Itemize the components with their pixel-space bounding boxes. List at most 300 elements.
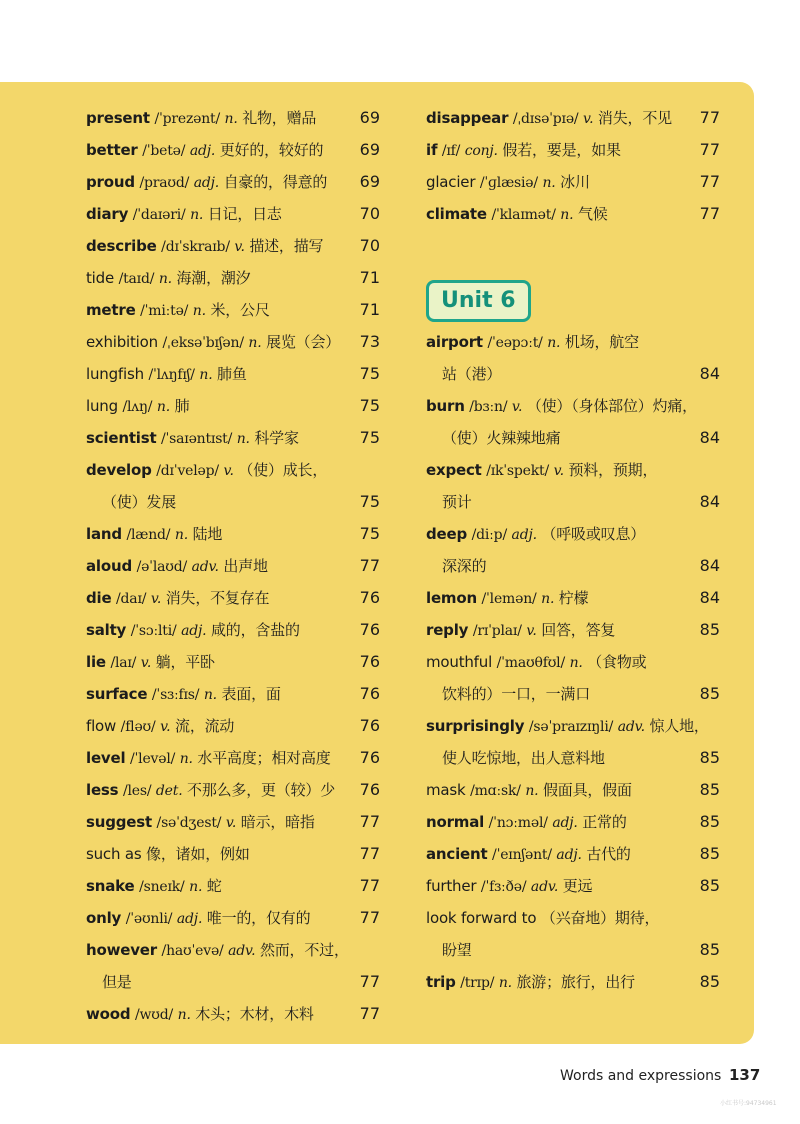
part-of-speech: v. <box>511 399 523 415</box>
definition: 消失，不复存在 <box>165 589 270 607</box>
definition: 机场，航空 <box>564 333 639 351</box>
phonetic: /ˈnɔːməl/ <box>488 815 548 831</box>
entry-text <box>426 390 697 423</box>
vocab-entry-continuation <box>426 358 720 390</box>
entry-text <box>86 454 327 487</box>
definition: 盼望 <box>442 941 472 959</box>
headword: land <box>86 525 122 543</box>
part-of-speech: adj. <box>176 911 203 927</box>
part-of-speech: v. <box>553 463 564 479</box>
headword: airport <box>426 333 483 351</box>
part-of-speech: n. <box>190 207 204 223</box>
entry-text <box>86 422 299 455</box>
page-reference: 85 <box>699 748 720 767</box>
definition: 流，流动 <box>175 717 235 735</box>
part-of-speech: n. <box>189 879 203 895</box>
page-reference: 75 <box>359 428 380 447</box>
headword: better <box>86 141 138 159</box>
entry-text <box>426 646 646 679</box>
entry-text <box>86 998 314 1031</box>
entry-text <box>426 454 657 487</box>
page-number: 137 <box>729 1066 761 1084</box>
page-reference: 76 <box>359 620 380 639</box>
definition: 描述，描写 <box>249 237 324 255</box>
entry-text <box>426 838 631 871</box>
phonetic: /trɪp/ <box>460 975 495 991</box>
phonetic: /haʊˈevə/ <box>161 943 224 959</box>
phonetic: /ˈprezənt/ <box>154 111 220 127</box>
headword: climate <box>426 205 487 223</box>
headword: reply <box>426 621 469 639</box>
definition: 然而，不过， <box>259 941 349 959</box>
headword: develop <box>86 461 152 479</box>
definition: 预料，预期， <box>568 461 658 479</box>
entry-text <box>426 102 672 135</box>
definition: （使）火辣辣地痛 <box>442 429 561 447</box>
page-reference: 77 <box>699 172 720 191</box>
headword: deep <box>426 525 468 543</box>
part-of-speech: n. <box>248 335 262 351</box>
phonetic: /ˌdɪsəˈpɪə/ <box>512 111 579 127</box>
vocab-entry <box>426 966 720 998</box>
page-reference: 84 <box>699 588 720 607</box>
part-of-speech: n. <box>224 111 238 127</box>
part-of-speech: n. <box>541 591 555 607</box>
entry-text <box>86 806 315 839</box>
part-of-speech: n. <box>179 751 193 767</box>
headword: proud <box>86 173 135 191</box>
vocab-entry-continuation <box>426 742 720 774</box>
vocab-entry <box>86 422 380 454</box>
headword: die <box>86 589 112 607</box>
headword: present <box>86 109 150 127</box>
entry-text <box>442 486 472 518</box>
phonetic: /ˈfɜːðə/ <box>480 879 527 895</box>
vocab-entry-continuation <box>86 486 380 518</box>
phonetic: /praʊd/ <box>139 175 190 191</box>
part-of-speech: n. <box>192 303 206 319</box>
part-of-speech: n. <box>199 367 213 383</box>
vocab-entry <box>86 454 380 486</box>
vocab-entry <box>86 806 380 838</box>
definition: 柠檬 <box>558 589 589 607</box>
page-reference: 69 <box>359 108 380 127</box>
page-reference: 85 <box>699 780 720 799</box>
vocab-entry <box>426 390 720 422</box>
vocab-entry <box>426 870 720 902</box>
unit-heading: Unit 6 <box>426 280 531 322</box>
part-of-speech: adj. <box>552 815 578 831</box>
definition: （使）（身体部位）灼痛， <box>526 397 697 415</box>
page-reference: 85 <box>699 812 720 831</box>
definition: 消失，不见 <box>597 109 672 127</box>
entry-text <box>86 902 310 935</box>
vocab-entry <box>86 518 380 550</box>
headword: less <box>86 781 119 799</box>
page-reference: 76 <box>359 588 380 607</box>
entry-text <box>86 230 323 263</box>
headword: exhibition <box>86 333 158 351</box>
headword: mouthful <box>426 653 493 671</box>
part-of-speech: v. <box>150 591 162 607</box>
phonetic: /sneɪk/ <box>139 879 185 895</box>
unit6-vocabulary-list <box>426 326 720 998</box>
vocab-entry <box>86 262 380 294</box>
definition: 旅游；旅行，出行 <box>516 973 635 991</box>
page-reference: 77 <box>359 876 380 895</box>
vocab-entry <box>86 326 380 358</box>
headword: ancient <box>426 845 488 863</box>
vocab-entry <box>86 710 380 742</box>
entry-text <box>86 742 331 775</box>
definition: 蛇 <box>206 877 222 895</box>
page-reference: 77 <box>359 908 380 927</box>
entry-text <box>426 326 639 359</box>
entry-text <box>426 518 645 551</box>
part-of-speech: n. <box>174 527 188 543</box>
definition: 科学家 <box>254 429 299 447</box>
definition: 海潮，潮汐 <box>176 269 251 287</box>
headword: disappear <box>426 109 509 127</box>
entry-text <box>442 422 560 454</box>
part-of-speech: v. <box>140 655 152 671</box>
part-of-speech: n. <box>203 687 217 703</box>
part-of-speech: adj. <box>189 143 216 159</box>
part-of-speech: n. <box>158 271 172 287</box>
definition: 饮料的）一口，一满口 <box>442 685 591 703</box>
watermark: 小红书号:94734961 <box>720 1100 777 1107</box>
entry-text <box>102 966 132 998</box>
entry-text <box>86 678 281 711</box>
vocab-entry-continuation <box>426 550 720 582</box>
phonetic: /ˈlʌŋfɪʃ/ <box>148 367 195 383</box>
headword: mask <box>426 781 466 799</box>
part-of-speech: adv. <box>617 719 645 735</box>
vocab-entry <box>86 582 380 614</box>
phonetic: /ˈɡlæsiə/ <box>479 175 538 191</box>
vocab-entry <box>86 934 380 966</box>
part-of-speech: n. <box>498 975 512 991</box>
page-reference: 71 <box>359 300 380 319</box>
definition: 假面具，假面 <box>542 781 632 799</box>
phonetic: /lænd/ <box>126 527 171 543</box>
entry-text <box>426 582 588 615</box>
phonetic: /ˈsaɪəntɪst/ <box>161 431 233 447</box>
entry-text <box>86 550 268 583</box>
vocab-entry <box>86 134 380 166</box>
entry-text <box>86 166 327 199</box>
entry-text <box>86 774 335 807</box>
definition: 肺 <box>174 397 190 415</box>
part-of-speech: adv. <box>191 559 219 575</box>
phonetic: /dɪˈveləp/ <box>156 463 219 479</box>
phonetic: /ˈlemən/ <box>481 591 537 607</box>
vocab-entry <box>426 518 720 550</box>
definition: （呼吸或叹息） <box>541 525 646 543</box>
definition: 深深的 <box>442 557 487 575</box>
phonetic: /ˈeəpɔːt/ <box>487 335 543 351</box>
entry-text <box>86 390 189 423</box>
entry-text <box>86 294 270 327</box>
page-reference: 77 <box>359 556 380 575</box>
headword: snake <box>86 877 135 895</box>
headword: surprisingly <box>426 717 525 735</box>
vocab-entry <box>86 198 380 230</box>
entry-text <box>86 710 234 743</box>
vocab-entry <box>86 646 380 678</box>
entry-text <box>426 710 709 743</box>
page-reference: 76 <box>359 780 380 799</box>
entry-text <box>426 134 621 167</box>
phonetic: /ˈmaʊθfʊl/ <box>496 655 565 671</box>
part-of-speech: n. <box>236 431 250 447</box>
definition: 米，公尺 <box>210 301 270 319</box>
phonetic: /les/ <box>122 783 152 799</box>
headword: however <box>86 941 157 959</box>
headword: lie <box>86 653 106 671</box>
vocab-entry <box>426 326 720 358</box>
phonetic: /ˈəʊnli/ <box>125 911 173 927</box>
definition: 预计 <box>442 493 472 511</box>
headword: look forward to <box>426 909 537 927</box>
page-reference: 85 <box>699 972 720 991</box>
definition: 礼物，赠品 <box>242 109 317 127</box>
definition: 站（港） <box>442 365 502 383</box>
phonetic: /mɑːsk/ <box>470 783 521 799</box>
part-of-speech: v. <box>223 463 234 479</box>
page-reference: 84 <box>699 428 720 447</box>
definition: （兴奋地）期待， <box>540 909 660 927</box>
vocab-entry-continuation <box>426 422 720 454</box>
definition: 正常的 <box>582 813 627 831</box>
part-of-speech: n. <box>547 335 561 351</box>
entry-text <box>442 934 472 966</box>
part-of-speech: conj. <box>464 143 498 159</box>
entry-text <box>426 870 592 903</box>
entry-text <box>442 678 590 710</box>
headword: wood <box>86 1005 131 1023</box>
definition: 更好的，较好的 <box>219 141 324 159</box>
definition: 水平高度；相对高度 <box>197 749 331 767</box>
vocab-entry <box>426 646 720 678</box>
page-reference: 77 <box>699 108 720 127</box>
vocab-entry <box>426 838 720 870</box>
page-reference: 77 <box>699 204 720 223</box>
entry-text <box>442 742 605 774</box>
headword: tide <box>86 269 114 287</box>
definition: 陆地 <box>192 525 223 543</box>
page-reference: 85 <box>699 940 720 959</box>
part-of-speech: adv. <box>530 879 559 895</box>
entry-text <box>86 870 222 903</box>
headword: lung <box>86 397 118 415</box>
vocab-entry <box>86 998 380 1030</box>
definition: 出声地 <box>223 557 268 575</box>
page-reference: 76 <box>359 716 380 735</box>
definition: 假若，要是，如果 <box>502 141 621 159</box>
page-reference: 73 <box>359 332 380 351</box>
entry-text <box>86 262 250 295</box>
definition: 木头；木材，木料 <box>195 1005 314 1023</box>
vocab-entry <box>426 102 720 134</box>
entry-text <box>426 166 590 199</box>
phonetic: /wʊd/ <box>134 1007 174 1023</box>
definition: 像，诸如，例如 <box>146 845 250 863</box>
definition: 惊人地， <box>649 717 709 735</box>
vocab-entry <box>86 742 380 774</box>
left-vocabulary-column <box>86 102 380 1030</box>
headword: expect <box>426 461 482 479</box>
vocab-entry <box>426 710 720 742</box>
part-of-speech: v. <box>160 719 171 735</box>
page-reference: 70 <box>359 204 380 223</box>
part-of-speech: n. <box>177 1007 191 1023</box>
vocab-entry <box>426 166 720 198</box>
vocab-entry <box>86 390 380 422</box>
phonetic: /daɪ/ <box>116 591 147 607</box>
definition: （食物或 <box>587 653 647 671</box>
headword: flow <box>86 717 117 735</box>
vocab-entry <box>426 454 720 486</box>
entry-text <box>86 646 215 679</box>
vocab-entry-continuation <box>86 966 380 998</box>
page-reference: 76 <box>359 652 380 671</box>
phonetic: /bɜːn/ <box>469 399 508 415</box>
definition: 但是 <box>102 973 132 991</box>
definition: 躺，平卧 <box>155 653 215 671</box>
entry-text <box>86 198 282 231</box>
headword: describe <box>86 237 157 255</box>
vocab-entry <box>86 870 380 902</box>
phonetic: /səˈdʒest/ <box>156 815 222 831</box>
definition: 表面，面 <box>221 685 281 703</box>
vocab-entry <box>86 678 380 710</box>
headword: level <box>86 749 126 767</box>
phonetic: /əˈlaʊd/ <box>136 559 188 575</box>
page-reference: 77 <box>359 1004 380 1023</box>
headword: surface <box>86 685 148 703</box>
part-of-speech: v. <box>234 239 245 255</box>
headword: only <box>86 909 122 927</box>
part-of-speech: adj. <box>556 847 582 863</box>
page-reference: 84 <box>699 492 720 511</box>
phonetic: /ˈbetə/ <box>142 143 186 159</box>
part-of-speech: n. <box>156 399 170 415</box>
headword: suggest <box>86 813 152 831</box>
headword: lungfish <box>86 365 144 383</box>
part-of-speech: v. <box>583 111 594 127</box>
headword: salty <box>86 621 127 639</box>
headword: aloud <box>86 557 132 575</box>
phonetic: /ɪf/ <box>441 143 461 159</box>
definition: 唯一的，仅有的 <box>206 909 311 927</box>
headword: diary <box>86 205 129 223</box>
definition: 日记，日志 <box>207 205 282 223</box>
page-reference: 77 <box>359 972 380 991</box>
definition: 自豪的，得意的 <box>223 173 328 191</box>
vocab-entry-continuation <box>426 486 720 518</box>
entry-text <box>86 326 340 359</box>
vocab-entry <box>426 134 720 166</box>
definition: （使）发展 <box>102 493 177 511</box>
page-reference: 75 <box>359 364 380 383</box>
page-reference: 76 <box>359 684 380 703</box>
page-reference: 69 <box>359 172 380 191</box>
definition: 不那么多，更（较）少 <box>187 781 336 799</box>
entry-text <box>426 902 659 934</box>
phonetic: /taɪd/ <box>118 271 155 287</box>
page-reference: 70 <box>359 236 380 255</box>
headword: metre <box>86 301 136 319</box>
page-reference: 84 <box>699 364 720 383</box>
page-reference: 75 <box>359 396 380 415</box>
phonetic: /ˈsɔːlti/ <box>130 623 177 639</box>
part-of-speech: n. <box>569 655 583 671</box>
definition: 古代的 <box>586 845 631 863</box>
phonetic: /dɪˈskraɪb/ <box>161 239 230 255</box>
definition: 气候 <box>577 205 608 223</box>
vocab-entry <box>86 294 380 326</box>
definition: 肺鱼 <box>217 365 247 383</box>
part-of-speech: adv. <box>228 943 256 959</box>
definition: 冰川 <box>560 173 590 191</box>
headword: lemon <box>426 589 477 607</box>
entry-text <box>86 582 269 615</box>
vocab-entry-continuation <box>426 934 720 966</box>
right-vocabulary-column-top <box>426 102 720 230</box>
phonetic: /lʌŋ/ <box>122 399 153 415</box>
vocab-entry <box>86 838 380 870</box>
vocab-entry <box>426 582 720 614</box>
phonetic: /ˈklaɪmət/ <box>491 207 556 223</box>
definition: 更远 <box>562 877 593 895</box>
vocab-entry <box>426 614 720 646</box>
vocab-entry-continuation <box>426 678 720 710</box>
part-of-speech: det. <box>155 783 183 799</box>
vocab-entry <box>86 774 380 806</box>
vocab-entry <box>426 902 720 934</box>
definition: 使人吃惊地，出人意料地 <box>442 749 605 767</box>
headword: burn <box>426 397 465 415</box>
definition: 回答，答复 <box>541 621 616 639</box>
vocab-entry <box>426 198 720 230</box>
entry-text <box>86 134 323 167</box>
entry-text <box>86 102 316 135</box>
entry-text <box>86 358 247 391</box>
entry-text <box>86 614 300 647</box>
headword: trip <box>426 973 456 991</box>
phonetic: /ˈeɪnʃənt/ <box>492 847 552 863</box>
headword: such as <box>86 845 142 863</box>
definition: 暗示，暗指 <box>240 813 315 831</box>
part-of-speech: n. <box>560 207 574 223</box>
page-reference: 69 <box>359 140 380 159</box>
phonetic: /laɪ/ <box>110 655 137 671</box>
entry-text <box>442 358 501 390</box>
vocab-entry <box>86 358 380 390</box>
part-of-speech: n. <box>542 175 556 191</box>
definition: 咸的，含盐的 <box>211 621 300 639</box>
phonetic: /ɪkˈspekt/ <box>486 463 549 479</box>
vocab-entry <box>86 902 380 934</box>
page-reference: 85 <box>699 620 720 639</box>
part-of-speech: adj. <box>511 527 537 543</box>
page-reference: 77 <box>359 844 380 863</box>
headword: further <box>426 877 477 895</box>
vocab-entry <box>86 614 380 646</box>
phonetic: /fləʊ/ <box>120 719 156 735</box>
phonetic: /ˈdaɪəri/ <box>132 207 186 223</box>
